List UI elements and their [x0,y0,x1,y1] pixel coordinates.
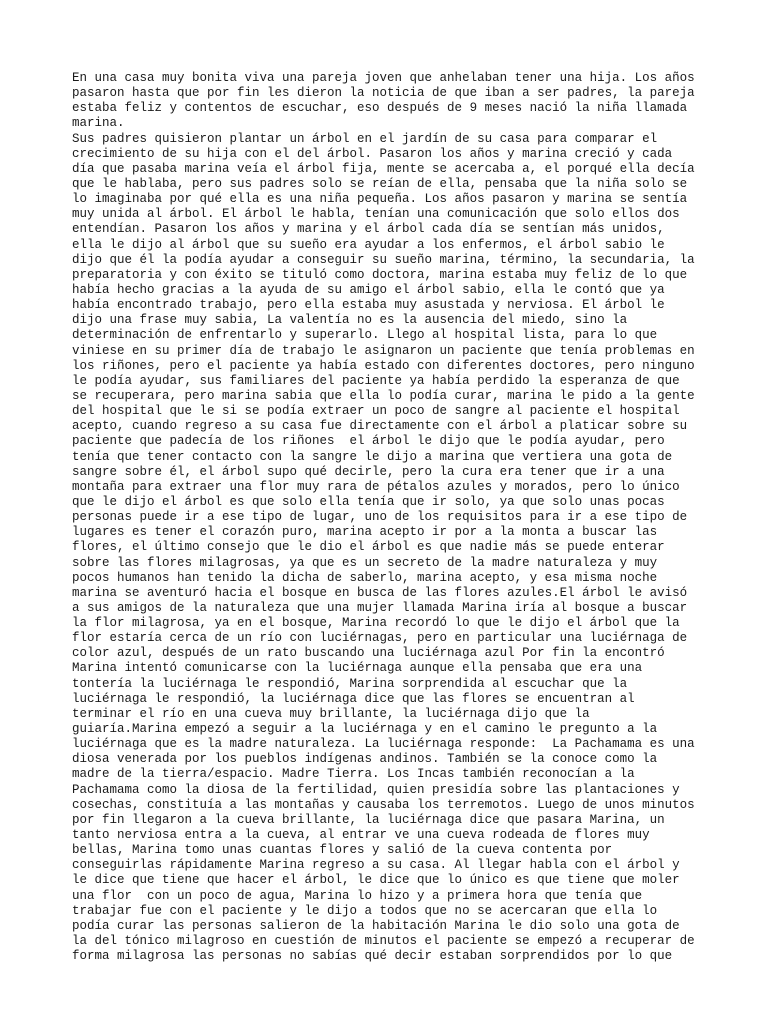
text-line: flores, el último consejo que le dio el árbol es que nadie más se puede enterar [72,540,665,555]
text-line: luciérnaga que es la madre naturaleza. La luciérnaga responde: La Pachamama es una [72,737,695,752]
text-line: trabajar fue con el paciente y le dijo a todos que no se acercaran que ella lo [72,903,658,918]
text-line: tenía que tener contacto con la sangre le dijo a marina que vertiera una gota de [72,449,673,464]
text-line: muy unida al árbol. El árbol le habla, tenían una comunicación que solo ellos dos [72,207,680,222]
text-line: bellas, Marina tomo unas cuantas flores y salió de la cueva contenta por [72,843,613,858]
text-line: una flor con un poco de agua, Marina lo hizo y a primera hora que tenía que [72,888,643,903]
text-line: conseguirlas rápidamente Marina regreso a su casa. Al llegar habla con el árbol y [72,858,680,873]
text-line: acepto, cuando regreso a su casa fue directamente con el árbol a platicar sobre su [72,419,688,434]
text-line: pocos humanos han tenido la dicha de saberlo, marina acepto, y esa misma noche [72,570,658,585]
text-line: tanto nerviosa entra a la cueva, al entrar ve una cueva rodeada de flores muy [72,828,650,843]
text-line: crecimiento de su hija con el del árbol. Pasaron los años y marina creció y cada [72,146,673,161]
text-line: marina. [72,116,125,131]
text-line: dijo una frase muy sabia, La valentía no es la ausencia del miedo, sino la [72,313,628,328]
story-text [72,71,712,964]
text-line: la flor milagrosa, ya en el bosque, Marina recordó lo que le dijo el árbol que la [72,616,680,631]
text-line: En una casa muy bonita viva una pareja joven que anhelaban tener una hija. Los años [72,71,695,85]
text-line: determinación de enfrentarlo y superarlo. Llego al hospital lista, para lo que [72,328,658,343]
text-line: lo imaginaba por qué ella es una niña pequeña. Los años pasaron y marina se sentía [72,192,688,207]
text-line: cosechas, constituía a las montañas y causaba los terremotos. Luego de unos minutos [72,797,695,812]
text-line: estaba feliz y contentos de escuchar, eso después de 9 meses nació la niña llamada [72,101,688,116]
text-line: madre de la tierra/espacio. Madre Tierra. Los Incas también reconocían a la [72,767,635,782]
text-line: diosa venerada por los pueblos indígenas andinos. También se la conoce como la [72,752,658,767]
text-line: lugares es tener el corazón puro, marina acepto ir por a la monta a buscar las [72,525,658,540]
text-line: paciente que padecía de los riñones el árbol le dijo que le podía ayudar, pero [72,434,665,449]
text-line: sobre las flores milagrosas, ya que es un secreto de la madre naturaleza y muy [72,555,658,570]
text-line: podía curar las personas salieron de la habitación Marina le dio solo una gota de [72,918,680,933]
text-line: color azul, después de un rato buscando una luciérnaga azul Por fin la encontró [72,646,665,661]
text-line: que le dijo el árbol es que solo ella tenía que ir solo, ya que solo unas pocas [72,494,665,509]
text-line: había encontrado trabajo, pero ella estaba muy asustada y nerviosa. El árbol le [72,298,665,313]
text-line: ella le dijo al árbol que su sueño era ayudar a los enfermos, el árbol sabio le [72,237,665,252]
text-line: tontería la luciérnaga le respondió, Marina sorprendida al escuchar que la [72,676,628,691]
text-line: flor estaría cerca de un río con luciérnagas, pero en particular una luciérnaga de [72,631,688,646]
text-line: terminar el río en una cueva muy brillante, la luciérnaga dijo que la [72,706,590,721]
text-line: los riñones, pero el paciente ya había estado con diferentes doctores, pero ninguno [72,358,695,373]
text-line: la del tónico milagroso en cuestión de minutos el paciente se empezó a recuperar de [72,934,695,949]
text-line: día que pasaba marina veía el árbol fija, mente se acercaba a, el porqué ella decía [72,161,695,176]
text-line: guiaría.Marina empezó a seguir a la luciérnaga y en el camino le pregunto a la [72,722,658,737]
text-line: sangre sobre él, el árbol supo qué decirle, pero la cura era tener que ir a una [72,464,665,479]
text-line: Sus padres quisieron plantar un árbol en el jardín de su casa para comparar el [72,131,658,146]
text-line: que le hablaba, pero sus padres solo se reían de ella, pensaba que la niña solo se [72,176,688,191]
text-line: a sus amigos de la naturaleza que una mujer llamada Marina iría al bosque a buscar [72,600,688,615]
text-line: preparatoria y con éxito se tituló como doctora, marina estaba muy feliz de lo que [72,267,688,282]
text-line: le dice que tiene que hacer el árbol, le dice que lo único es que tiene que moler [72,873,680,888]
text-line: forma milagrosa las personas no sabías qué decir estaban sorprendidos por lo que [72,949,673,964]
text-line: le podía ayudar, sus familiares del paciente ya había perdido la esperanza de que [72,373,680,388]
text-line: montaña para extraer una flor muy rara de pétalos azules y morados, pero lo único [72,479,680,494]
text-line: del hospital que le si se podía extraer un poco de sangre al paciente el hospital [72,404,680,419]
text-line: había hecho gracias a la ayuda de su amigo el árbol sabio, ella le contó que ya [72,282,665,297]
text-line: luciérnaga le respondió, la luciérnaga dice que las flores se encuentran al [72,691,635,706]
text-line: marina se aventuró hacia el bosque en busca de las flores azules.El árbol le avisó [72,585,688,600]
text-line: dijo que él la podía ayudar a conseguir su sueño marina, término, la secundaria, la [72,252,695,267]
text-line: Marina intentó comunicarse con la luciérnaga aunque ella pensaba que era una [72,661,643,676]
text-line: por fin llegaron a la cueva brillante, la luciérnaga dice que pasara Marina, un [72,812,665,827]
text-line: Pachamama como la diosa de la fertilidad, quien presidía sobre las plantaciones y [72,782,680,797]
text-line: pasaron hasta que por fin les dieron la noticia de que iban a ser padres, la pareja [72,86,695,101]
text-line: personas puede ir a ese tipo de lugar, uno de los requisitos para ir a ese tipo de [72,510,688,525]
text-line: entendían. Pasaron los años y marina y el árbol cada día se sentían más unidos, [72,222,665,237]
text-line: se recuperara, pero marina sabia que ella lo podía curar, marina le pido a la gente [72,388,695,403]
text-line: viniese en su primer día de trabajo le asignaron un paciente que tenía problemas en [72,343,695,358]
